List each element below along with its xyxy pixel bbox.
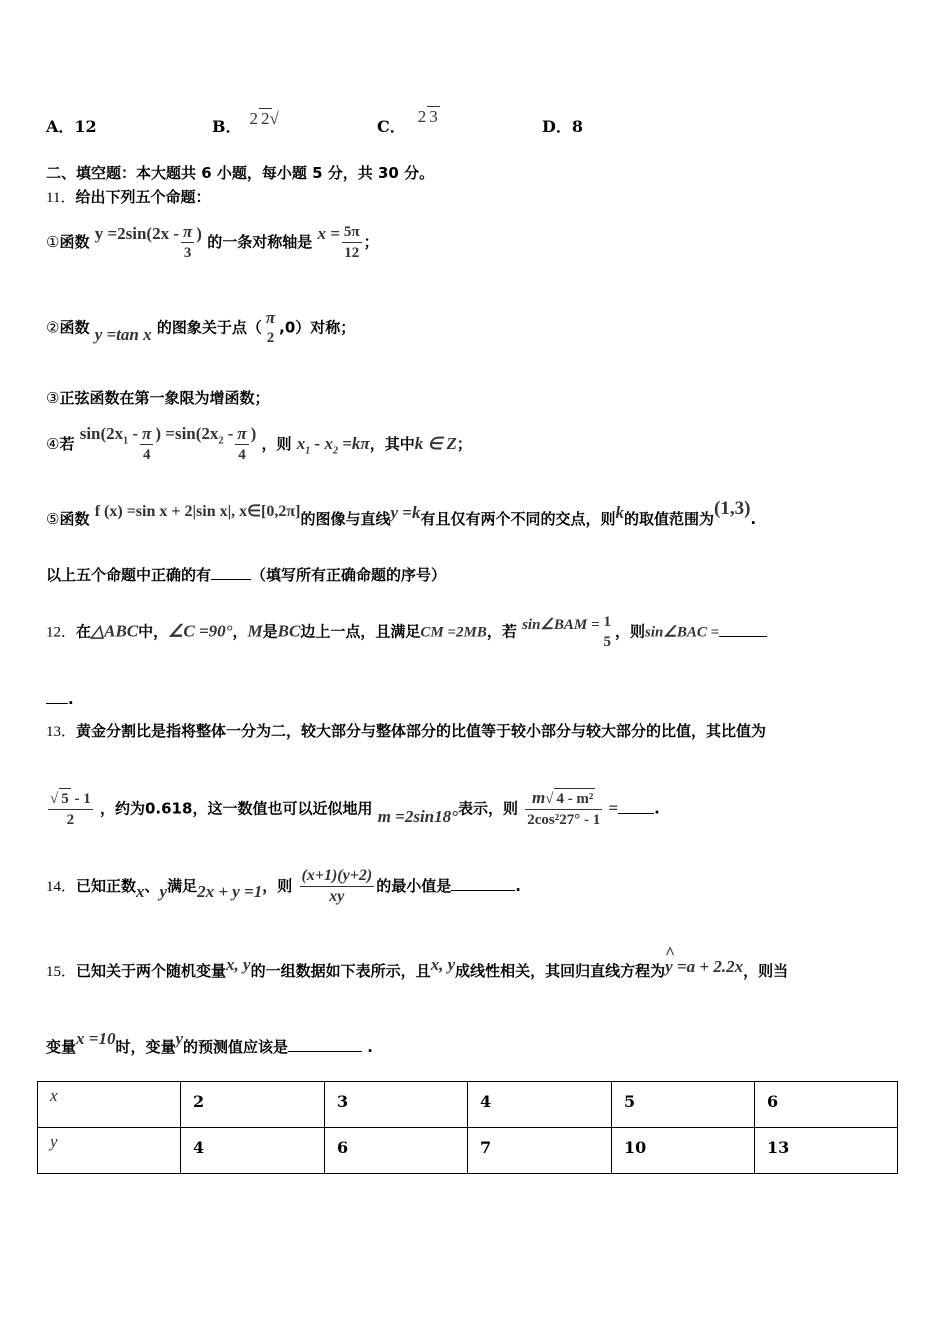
table-row-x	[38, 1082, 898, 1128]
q13-expression: $\frac{√ 5 - 1}{2}$ ，约为0.618，这一数值也可以近似地用 m =2sin18°表示，则 $\frac{\text{m√ 4 - m²}}{\text{2cos²27° - 1}}$ = .	[50, 788, 660, 828]
row-label-y: y	[38, 1128, 181, 1174]
q11-prop-3: ③正弦函数在第一象限为增函数；	[46, 389, 270, 407]
table-cell: 5	[612, 1082, 755, 1128]
answer-blank[interactable]	[451, 890, 515, 891]
option-b: B． 2 2√	[212, 109, 279, 136]
table-cell: 2	[181, 1082, 325, 1128]
data-table	[37, 1081, 898, 1174]
answer-blank[interactable]	[719, 636, 767, 637]
q12: 12．在△ABC中，∠C =90°，M是BC边上一点，且满足CM =2MB，若 sin∠BAM = 1 5 ，则sin∠BAC =	[46, 612, 767, 652]
q11-prop-2: ②函数 y =tan x 的图象关于点（ π 2 ,0）对称；	[46, 308, 356, 346]
q14: 14．已知正数x、y满足2x + y =1，则 $\frac{(x+1)(y+2)}{xy}$ 的最小值是 .	[46, 867, 521, 905]
answer-blank[interactable]	[288, 1051, 362, 1052]
table-cell: 13	[755, 1128, 898, 1174]
table-cell: 4	[468, 1082, 612, 1128]
row-label-x: x	[38, 1082, 181, 1128]
q15-line-2: 变量x =10时，变量y的预测值应该是 .	[46, 1029, 373, 1056]
q13-text: 13．黄金分割比是指将整体一分为二，较大部分与整体部分的比值等于较小部分与较大部分的比值，其比值为	[46, 722, 767, 740]
q15-line-1: 15．已知关于两个随机变量x, y的一组数据如下表所示，且x, y成线性相关，其回归直线方程为 ^ y =a + 2.2x，则当	[46, 943, 789, 980]
table-cell: 4	[181, 1128, 325, 1174]
answer-blank[interactable]	[618, 813, 654, 814]
table-cell: 6	[755, 1082, 898, 1128]
q11-prop-4: ④若 $\sin(2x_1$ - $\frac{\pi}{4}$ ) $=\sin(2x_2$ - $\frac{\pi}{4}$ ) ，则 $x_1 - x_2 =k\pi$，其中k ∈ Z；	[46, 424, 472, 463]
section-heading: 二、填空题：本大题共 6 小题，每小题 5 分，共 30 分。	[46, 164, 435, 182]
option-c: C．2 3	[377, 107, 438, 136]
answer-blank[interactable]	[46, 703, 68, 704]
table-cell: 6	[325, 1128, 468, 1174]
table-row-y	[38, 1128, 898, 1174]
option-a: A．12	[46, 117, 97, 136]
q11-intro: 11．给出下列五个命题：	[46, 188, 211, 206]
q11-prop-5: ⑤函数 f (x) =sin x + 2|sin x|, x∈[0,2π]的图像与直线y =k有且仅有两个不同的交点，则k的取值范围为(1,3).	[46, 498, 757, 528]
answer-blank[interactable]	[211, 579, 251, 580]
q11-prop-1: ①函数 y =2sin(2x - $\frac{\pi}{3}$ ) 的一条对称轴是 x = $\frac{5\pi}{12}$ ；	[46, 222, 379, 261]
q12-continuation: .	[46, 690, 74, 708]
table-cell: 10	[612, 1128, 755, 1174]
table-cell: 3	[325, 1082, 468, 1128]
option-d: D．8	[542, 117, 584, 136]
table-cell: 7	[468, 1128, 612, 1174]
q11-summary: 以上五个命题中正确的有 （填写所有正确命题的序号）	[46, 566, 447, 584]
